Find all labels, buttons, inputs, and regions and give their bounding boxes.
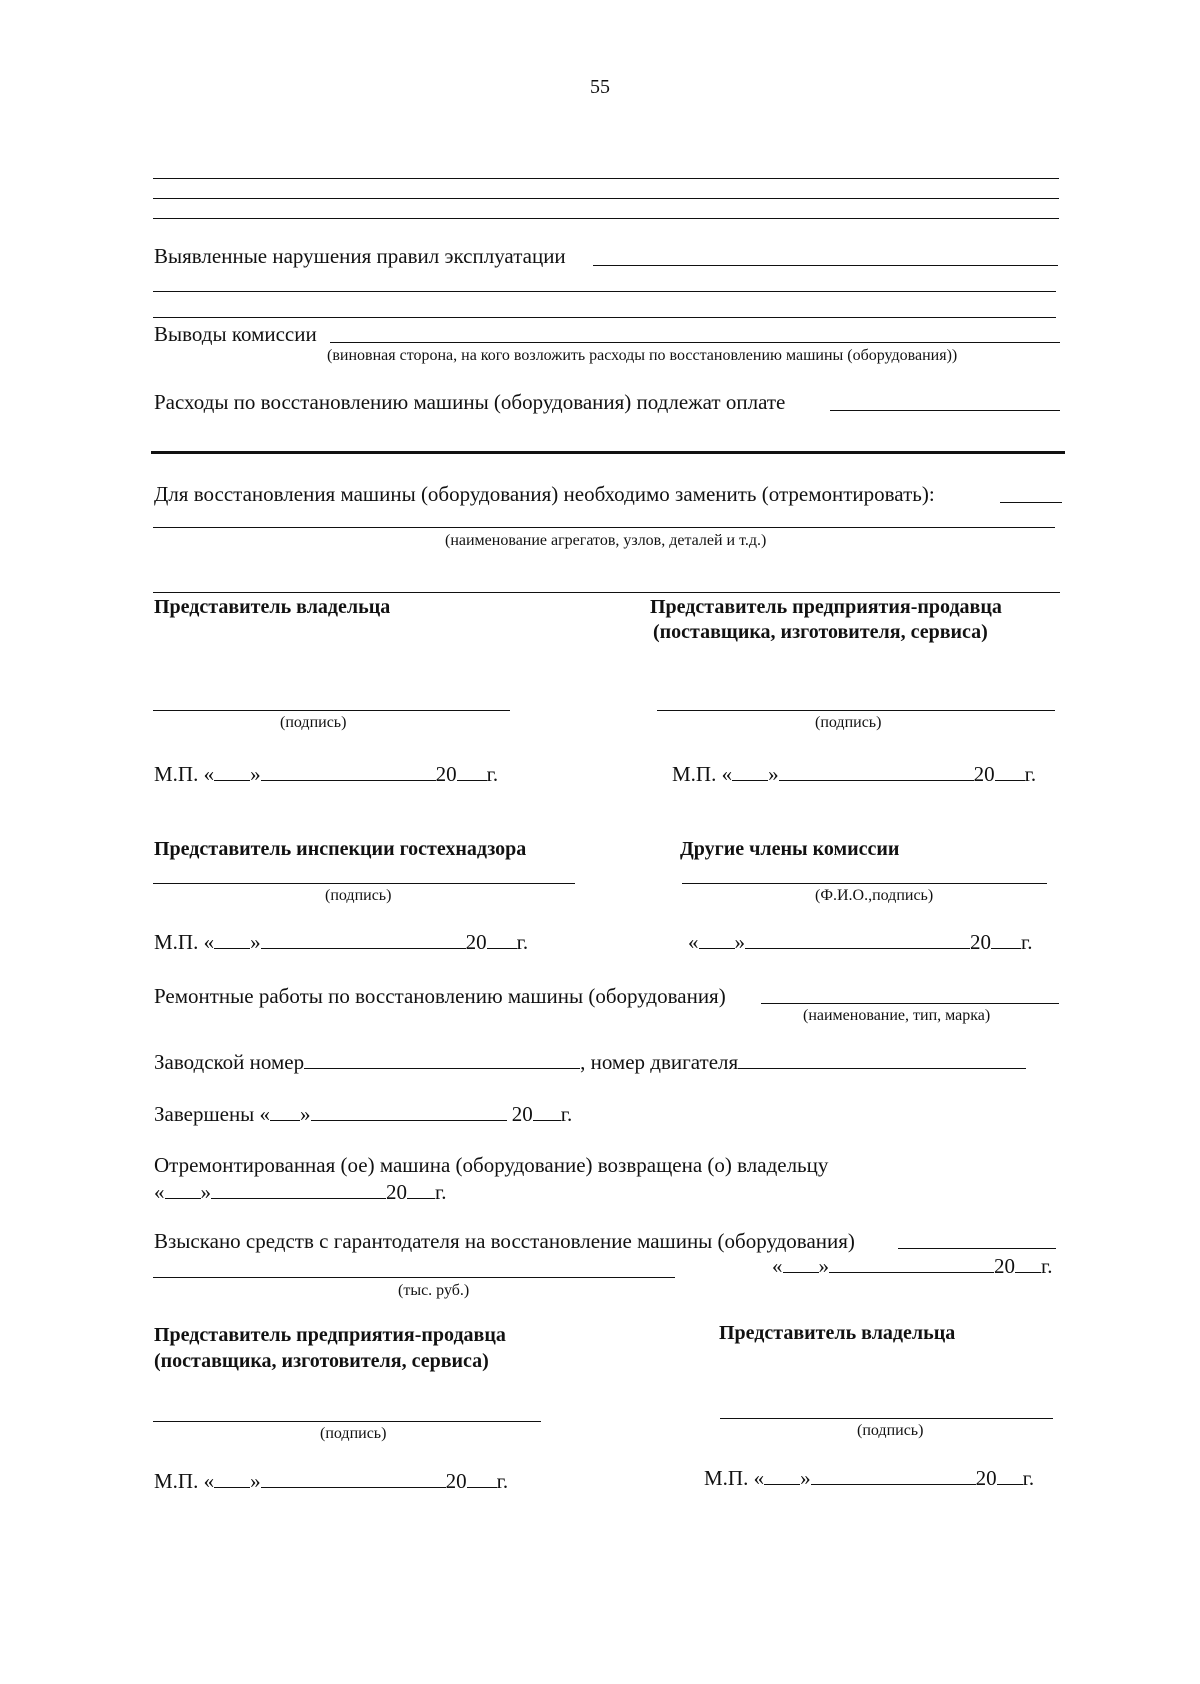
year-field[interactable] xyxy=(1015,1254,1041,1273)
thousand-rub-hint: (тыс. руб.) xyxy=(398,1282,470,1299)
rep-inspection-title: Представитель инспекции гостехнадзора xyxy=(154,838,527,860)
date-row-owner-2: М.П. « » 20 г. xyxy=(704,1466,1035,1490)
signature-hint: (подпись) xyxy=(280,714,347,731)
expenses-label: Расходы по восстановлению машины (оборудования) подлежат оплате xyxy=(154,390,786,414)
month-field[interactable] xyxy=(745,930,970,949)
day-field[interactable] xyxy=(732,762,768,781)
other-members-title: Другие члены комиссии xyxy=(680,838,900,860)
blank-line-thick[interactable] xyxy=(151,451,1065,454)
year-field[interactable] xyxy=(407,1180,435,1199)
day-field[interactable] xyxy=(783,1254,819,1273)
blank-line[interactable] xyxy=(153,317,1056,318)
month-field[interactable] xyxy=(811,1466,976,1485)
year-field[interactable] xyxy=(487,930,517,949)
signature-hint: (подпись) xyxy=(325,887,392,904)
year-field[interactable] xyxy=(467,1469,497,1488)
repair-works-label: Ремонтные работы по восстановлению машины (оборудования) xyxy=(154,984,726,1008)
date-row-seller: М.П. « » 20 г. xyxy=(672,762,1037,786)
violations-label: Выявленные нарушения правил эксплуатации xyxy=(154,244,566,268)
serial-field[interactable] xyxy=(304,1050,580,1069)
returned-label: Отремонтированная (ое) машина (оборудование) возвращена (о) владельцу xyxy=(154,1153,829,1177)
replace-hint: (наименование агрегатов, узлов, деталей и т.д.) xyxy=(445,532,767,549)
serial-row xyxy=(154,1050,1026,1075)
day-field[interactable] xyxy=(165,1180,201,1199)
blank-line[interactable] xyxy=(153,527,1055,528)
fio-signature-hint: (Ф.И.О.,подпись) xyxy=(815,887,934,904)
day-field[interactable] xyxy=(699,930,735,949)
expenses-field[interactable] xyxy=(830,410,1060,411)
year-field[interactable] xyxy=(457,762,487,781)
rep-owner-title: Представитель владельца xyxy=(154,596,391,618)
amount-field[interactable] xyxy=(153,1277,675,1278)
date-row-owner: М.П. « » 20 г. xyxy=(154,762,499,786)
signature-hint: (подпись) xyxy=(320,1425,387,1442)
year-field[interactable] xyxy=(997,1466,1023,1485)
conclusions-label: Выводы комиссии xyxy=(154,322,317,346)
day-field[interactable] xyxy=(214,930,250,949)
day-field[interactable] xyxy=(214,1469,250,1488)
signature-hint: (подпись) xyxy=(815,714,882,731)
engine-label: , номер двигателя xyxy=(580,1050,739,1074)
members-signature-line[interactable] xyxy=(682,883,1047,884)
signature-hint: (подпись) xyxy=(857,1422,924,1439)
seller-signature-line-2[interactable] xyxy=(153,1421,541,1422)
year-field[interactable] xyxy=(991,930,1021,949)
date-row-inspection: М.П. « » 20 г. xyxy=(154,930,529,954)
month-field[interactable] xyxy=(311,1102,507,1121)
repair-works-hint: (наименование, тип, марка) xyxy=(803,1007,991,1024)
rep-seller-title: Представитель предприятия-продавца xyxy=(650,596,1002,618)
serial-label: Заводской номер xyxy=(154,1050,305,1074)
completed-row: Завершены « » 20 г. xyxy=(154,1102,573,1126)
mp-label: М.П. xyxy=(154,1469,199,1493)
mp-label: М.П. xyxy=(672,762,717,786)
day-field[interactable] xyxy=(270,1102,300,1121)
owner-signature-line-2[interactable] xyxy=(720,1418,1053,1419)
replace-field[interactable] xyxy=(1000,502,1062,503)
month-field[interactable] xyxy=(261,930,466,949)
year-field[interactable] xyxy=(533,1102,561,1121)
month-field[interactable] xyxy=(779,762,974,781)
day-field[interactable] xyxy=(214,762,250,781)
recovered-label: Взыскано средств с гарантодателя на восстановление машины (оборудования) xyxy=(154,1229,855,1253)
repair-works-field[interactable] xyxy=(761,1003,1059,1004)
blank-line[interactable] xyxy=(153,291,1056,292)
date-row-seller-2: М.П. « » 20 г. xyxy=(154,1469,509,1493)
completed-label: Завершены xyxy=(154,1102,255,1126)
violations-field[interactable] xyxy=(593,265,1058,266)
engine-field[interactable] xyxy=(738,1050,1026,1069)
rep-seller-title-2: Представитель предприятия-продавца xyxy=(154,1324,506,1346)
returned-date-row: « » 20 г. xyxy=(154,1180,447,1204)
rep-owner-title-2: Представитель владельца xyxy=(719,1322,956,1344)
blank-line[interactable] xyxy=(153,218,1059,219)
page-number: 55 xyxy=(590,76,610,98)
month-field[interactable] xyxy=(829,1254,994,1273)
inspection-signature-line[interactable] xyxy=(153,883,575,884)
blank-line[interactable] xyxy=(153,178,1059,179)
seller-signature-line[interactable] xyxy=(657,710,1055,711)
replace-label: Для восстановления машины (оборудования) необходимо заменить (отремонтировать): xyxy=(154,482,935,506)
conclusions-hint: (виновная сторона, на кого возложить расходы по восстановлению машины (оборудования)) xyxy=(327,347,958,364)
date-row-members: « » 20 г. xyxy=(688,930,1033,954)
day-field[interactable] xyxy=(764,1466,800,1485)
mp-label: М.П. xyxy=(704,1466,749,1490)
rep-seller-subtitle: (поставщика, изготовителя, сервиса) xyxy=(653,621,988,643)
conclusions-field[interactable] xyxy=(330,342,1060,343)
mp-label: М.П. xyxy=(154,762,199,786)
recovered-field[interactable] xyxy=(898,1248,1056,1249)
mp-label: М.П. xyxy=(154,930,199,954)
blank-line[interactable] xyxy=(153,198,1059,199)
month-field[interactable] xyxy=(211,1180,386,1199)
recovered-date-row: « » 20 г. xyxy=(772,1254,1053,1278)
rep-seller-subtitle-2: (поставщика, изготовителя, сервиса) xyxy=(154,1350,489,1372)
owner-signature-line[interactable] xyxy=(153,710,510,711)
month-field[interactable] xyxy=(261,762,436,781)
year-field[interactable] xyxy=(995,762,1025,781)
blank-line[interactable] xyxy=(153,592,1060,593)
month-field[interactable] xyxy=(261,1469,446,1488)
